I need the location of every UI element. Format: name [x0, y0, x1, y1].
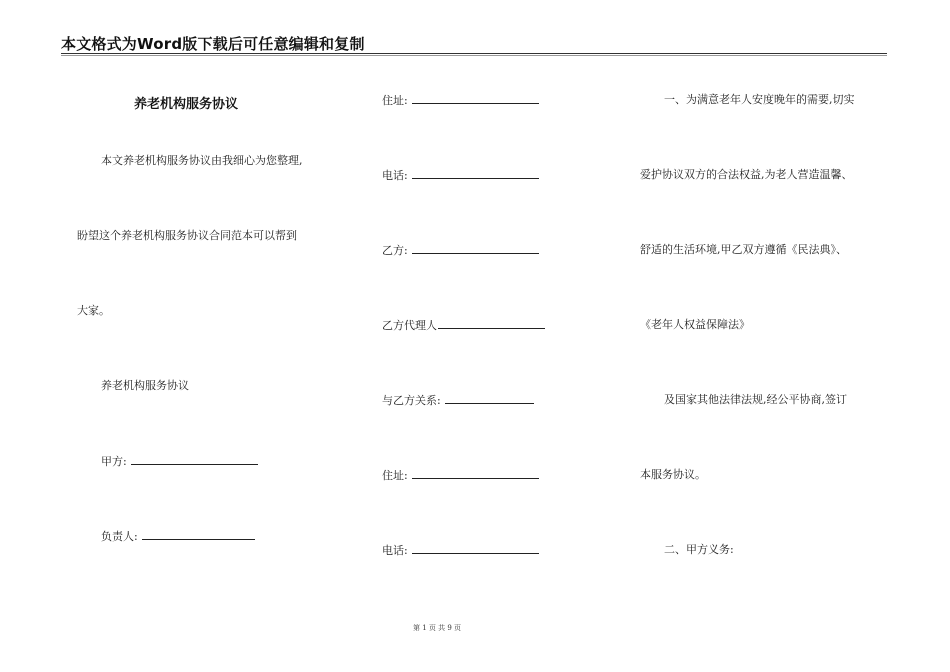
intro-line-3: 大家。: [77, 304, 110, 317]
phone-blank: [412, 543, 539, 554]
phone-label: 电话:: [382, 544, 408, 557]
party-b-address-field: [382, 468, 539, 483]
address-blank: [412, 468, 539, 479]
phone-label: 电话:: [382, 169, 408, 182]
party-a-label: 甲方:: [101, 455, 127, 468]
relation-blank: [445, 393, 534, 404]
header-divider: [61, 53, 887, 56]
clause-1-line-4: 《老年人权益保障法》: [640, 318, 750, 331]
document-header-title: 本文格式为Word版下载后可任意编辑和复制: [61, 35, 365, 53]
address-blank: [412, 93, 539, 104]
party-a-blank: [131, 454, 258, 465]
party-b-label: 乙方:: [382, 244, 408, 257]
party-b-field: [382, 243, 539, 258]
address-label: 住址:: [382, 94, 408, 107]
agreement-subtitle: 养老机构服务协议: [101, 379, 189, 392]
party-a-address-field: [382, 93, 539, 108]
clause-1-line-5: 及国家其他法律法规,经公平协商,签订: [664, 393, 847, 406]
clause-1-line-6: 本服务协议。: [640, 468, 706, 481]
clause-1-line-1: 一、为满意老年人安度晚年的需要,切实: [664, 93, 855, 106]
responsible-person-label: 负责人:: [101, 530, 138, 543]
responsible-person-blank: [142, 529, 255, 540]
intro-line-2: 盼望这个养老机构服务协议合同范本可以帮到: [77, 229, 297, 242]
party-b-phone-field: [382, 543, 539, 558]
clause-1-line-2: 爱护协议双方的合法权益,为老人营造温馨、: [640, 168, 853, 181]
page-number: 第 1 页 共 9 页: [413, 624, 462, 632]
address-label: 住址:: [382, 469, 408, 482]
party-b-agent-field: [382, 318, 545, 333]
relation-label: 与乙方关系:: [382, 394, 441, 407]
party-b-blank: [412, 243, 539, 254]
party-a-field: [101, 454, 258, 469]
party-b-agent-blank: [438, 318, 545, 329]
document-title: 养老机构服务协议: [134, 97, 239, 112]
clause-2-heading: 二、甲方义务:: [664, 543, 734, 556]
party-a-phone-field: [382, 168, 539, 183]
party-b-agent-label: 乙方代理人: [382, 319, 437, 332]
clause-1-line-3: 舒适的生活环境,甲乙双方遵循《民法典》、: [640, 243, 847, 256]
relation-to-party-b-field: [382, 393, 534, 408]
responsible-person-field: [101, 529, 255, 544]
phone-blank: [412, 168, 539, 179]
intro-line-1: 本文养老机构服务协议由我细心为您整理,: [101, 154, 303, 167]
